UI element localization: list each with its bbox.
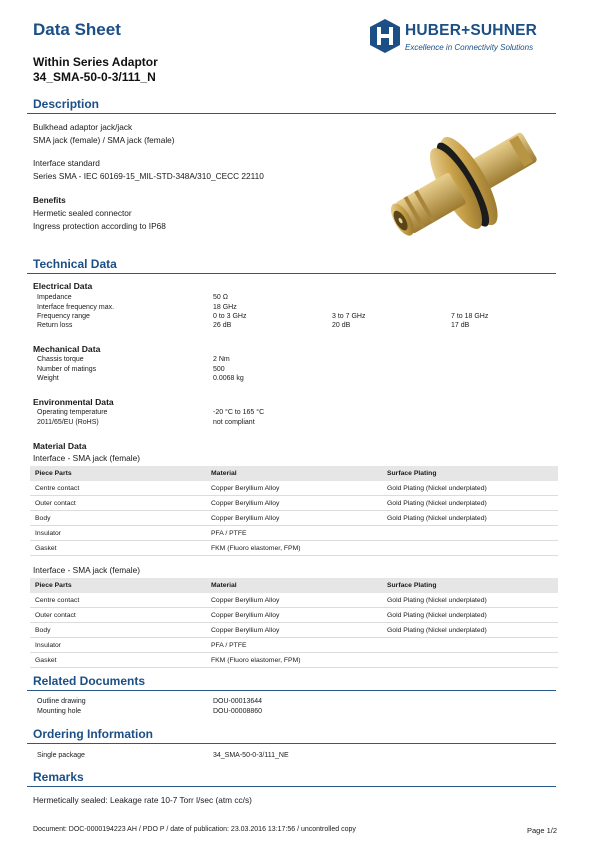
table-cell: Copper Beryllium Alloy [206,496,382,511]
row-value: 500 [213,366,225,373]
table-cell: PFA / PTFE [206,526,382,541]
row-value: 26 dB [213,322,232,329]
section-title-technical-data: Technical Data [33,257,117,271]
table-cell: Outer contact [30,496,206,511]
table-cell: Gasket [30,541,206,556]
row-label: Return loss [37,322,73,329]
remarks-text: Hermetically sealed: Leakage rate 10-7 Torr l/sec (atm cc/s) [33,795,252,805]
description-line: SMA jack (female) / SMA jack (female) [33,135,175,145]
product-photo [378,118,558,263]
logo-tagline: Excellence in Connectivity Solutions [405,43,534,52]
table-row [30,608,558,623]
table-cell: Gold Plating (Nickel underplated) [382,496,558,511]
section-divider [27,690,556,691]
related-document-row [37,708,557,718]
table-cell: Centre contact [30,481,206,496]
part-number: 34_SMA-50-0-3/111_N [33,70,156,84]
document-link[interactable]: DOU-00013644 [213,698,263,705]
row-label: Number of matings [37,366,97,373]
interface-label: Interface - SMA jack (female) [33,565,140,575]
environmental-data-title: Environmental Data [33,397,114,407]
table-cell: Copper Beryllium Alloy [206,481,382,496]
section-title-related-documents: Related Documents [33,674,146,688]
ordering-row [37,752,557,762]
table-cell: FKM (Fluoro elastomer, FPM) [206,653,382,668]
row-value: 34_SMA-50-0-3/111_NE [213,752,289,759]
table-row [30,623,558,638]
description-line: Bulkhead adaptor jack/jack [33,122,133,132]
row-value: 0.0068 kg [213,375,244,382]
table-cell: FKM (Fluoro elastomer, FPM) [206,541,382,556]
row-label: Interface frequency max. [37,304,115,311]
environmental-row [37,419,557,429]
page-title: Data Sheet [33,20,121,39]
table-cell [382,653,558,668]
table-cell: PFA / PTFE [206,638,382,653]
table-cell: Centre contact [30,593,206,608]
benefit-item: Hermetic sealed connector [33,208,132,218]
table-cell: Gasket [30,653,206,668]
row-value: 20 dB [332,322,351,329]
row-label: Mounting hole [37,708,81,715]
huber-suhner-logo-icon [368,18,402,54]
mechanical-row [37,375,557,385]
row-label: Frequency range [37,313,90,320]
table-cell: Body [30,623,206,638]
section-divider [27,273,556,274]
electrical-data-title: Electrical Data [33,281,93,291]
table-row [30,526,558,541]
table-row [30,638,558,653]
table-cell: Gold Plating (Nickel underplated) [382,623,558,638]
table-row [30,481,558,496]
table-header-row [30,466,558,481]
logo-name: HUBER+SUHNER [405,22,538,39]
page-number: Page 1/2 [527,826,558,835]
table-cell: Insulator [30,638,206,653]
row-label: Single package [37,752,85,759]
benefit-item: Ingress protection according to IP68 [33,221,166,231]
table-cell: Copper Beryllium Alloy [206,608,382,623]
electrical-row [37,294,557,304]
footer-document-info: Document: DOC-0000194223 AH / PDO P / date of publication: 23.03.2016 13:17:56 / uncontrolled copy [33,826,356,833]
material-table [30,466,558,556]
table-cell: Body [30,511,206,526]
row-value: -20 °C to 165 °C [213,409,265,416]
section-divider [27,743,556,744]
row-label: Operating temperature [37,409,108,416]
row-label: Weight [37,375,59,382]
row-value: 50 Ω [213,294,228,301]
table-cell: Gold Plating (Nickel underplated) [382,608,558,623]
document-link[interactable]: DOU-00008860 [213,708,263,715]
table-row [30,653,558,668]
interface-label: Interface - SMA jack (female) [33,453,140,463]
section-divider [27,786,556,787]
benefits-title: Benefits [33,195,66,205]
table-cell: Insulator [30,526,206,541]
row-value: 18 GHz [213,304,237,311]
table-cell [382,541,558,556]
section-title-description: Description [33,97,100,111]
table-cell: Outer contact [30,608,206,623]
table-row [30,593,558,608]
section-divider [27,113,556,114]
table-cell [382,526,558,541]
interface-standard-label: Interface standard [33,158,100,168]
table-cell [382,638,558,653]
table-cell: Gold Plating (Nickel underplated) [382,481,558,496]
material-table [30,578,558,668]
row-value: 3 to 7 GHz [332,313,366,320]
table-cell: Copper Beryllium Alloy [206,623,382,638]
row-label: 2011/65/EU (RoHS) [37,419,99,426]
column-header: Material [206,466,382,481]
section-title-remarks: Remarks [33,770,84,784]
column-header: Surface Plating [382,578,558,593]
row-value: 2 Nm [213,356,230,363]
table-cell: Gold Plating (Nickel underplated) [382,593,558,608]
table-row [30,541,558,556]
product-type: Within Series Adaptor [33,55,158,69]
row-value: 17 dB [451,322,470,329]
table-row [30,511,558,526]
table-cell: Copper Beryllium Alloy [206,511,382,526]
interface-standard-value: Series SMA - IEC 60169-15_MIL-STD-348A/310_CECC 22110 [33,171,264,181]
row-value: 0 to 3 GHz [213,313,247,320]
table-cell: Gold Plating (Nickel underplated) [382,511,558,526]
column-header: Surface Plating [382,466,558,481]
column-header: Piece Parts [30,466,206,481]
column-header: Material [206,578,382,593]
environmental-row [37,409,557,419]
row-label: Outline drawing [37,698,86,705]
row-value: not compliant [213,419,255,426]
related-document-row [37,698,557,708]
electrical-row [37,322,557,332]
row-label: Impedance [37,294,72,301]
row-value: 7 to 18 GHz [451,313,489,320]
table-row [30,496,558,511]
table-header-row [30,578,558,593]
section-title-ordering-information: Ordering Information [33,727,153,741]
mechanical-data-title: Mechanical Data [33,344,101,354]
row-label: Chassis torque [37,356,84,363]
table-cell: Copper Beryllium Alloy [206,593,382,608]
mechanical-row [37,356,557,366]
material-data-title: Material Data [33,441,87,451]
column-header: Piece Parts [30,578,206,593]
